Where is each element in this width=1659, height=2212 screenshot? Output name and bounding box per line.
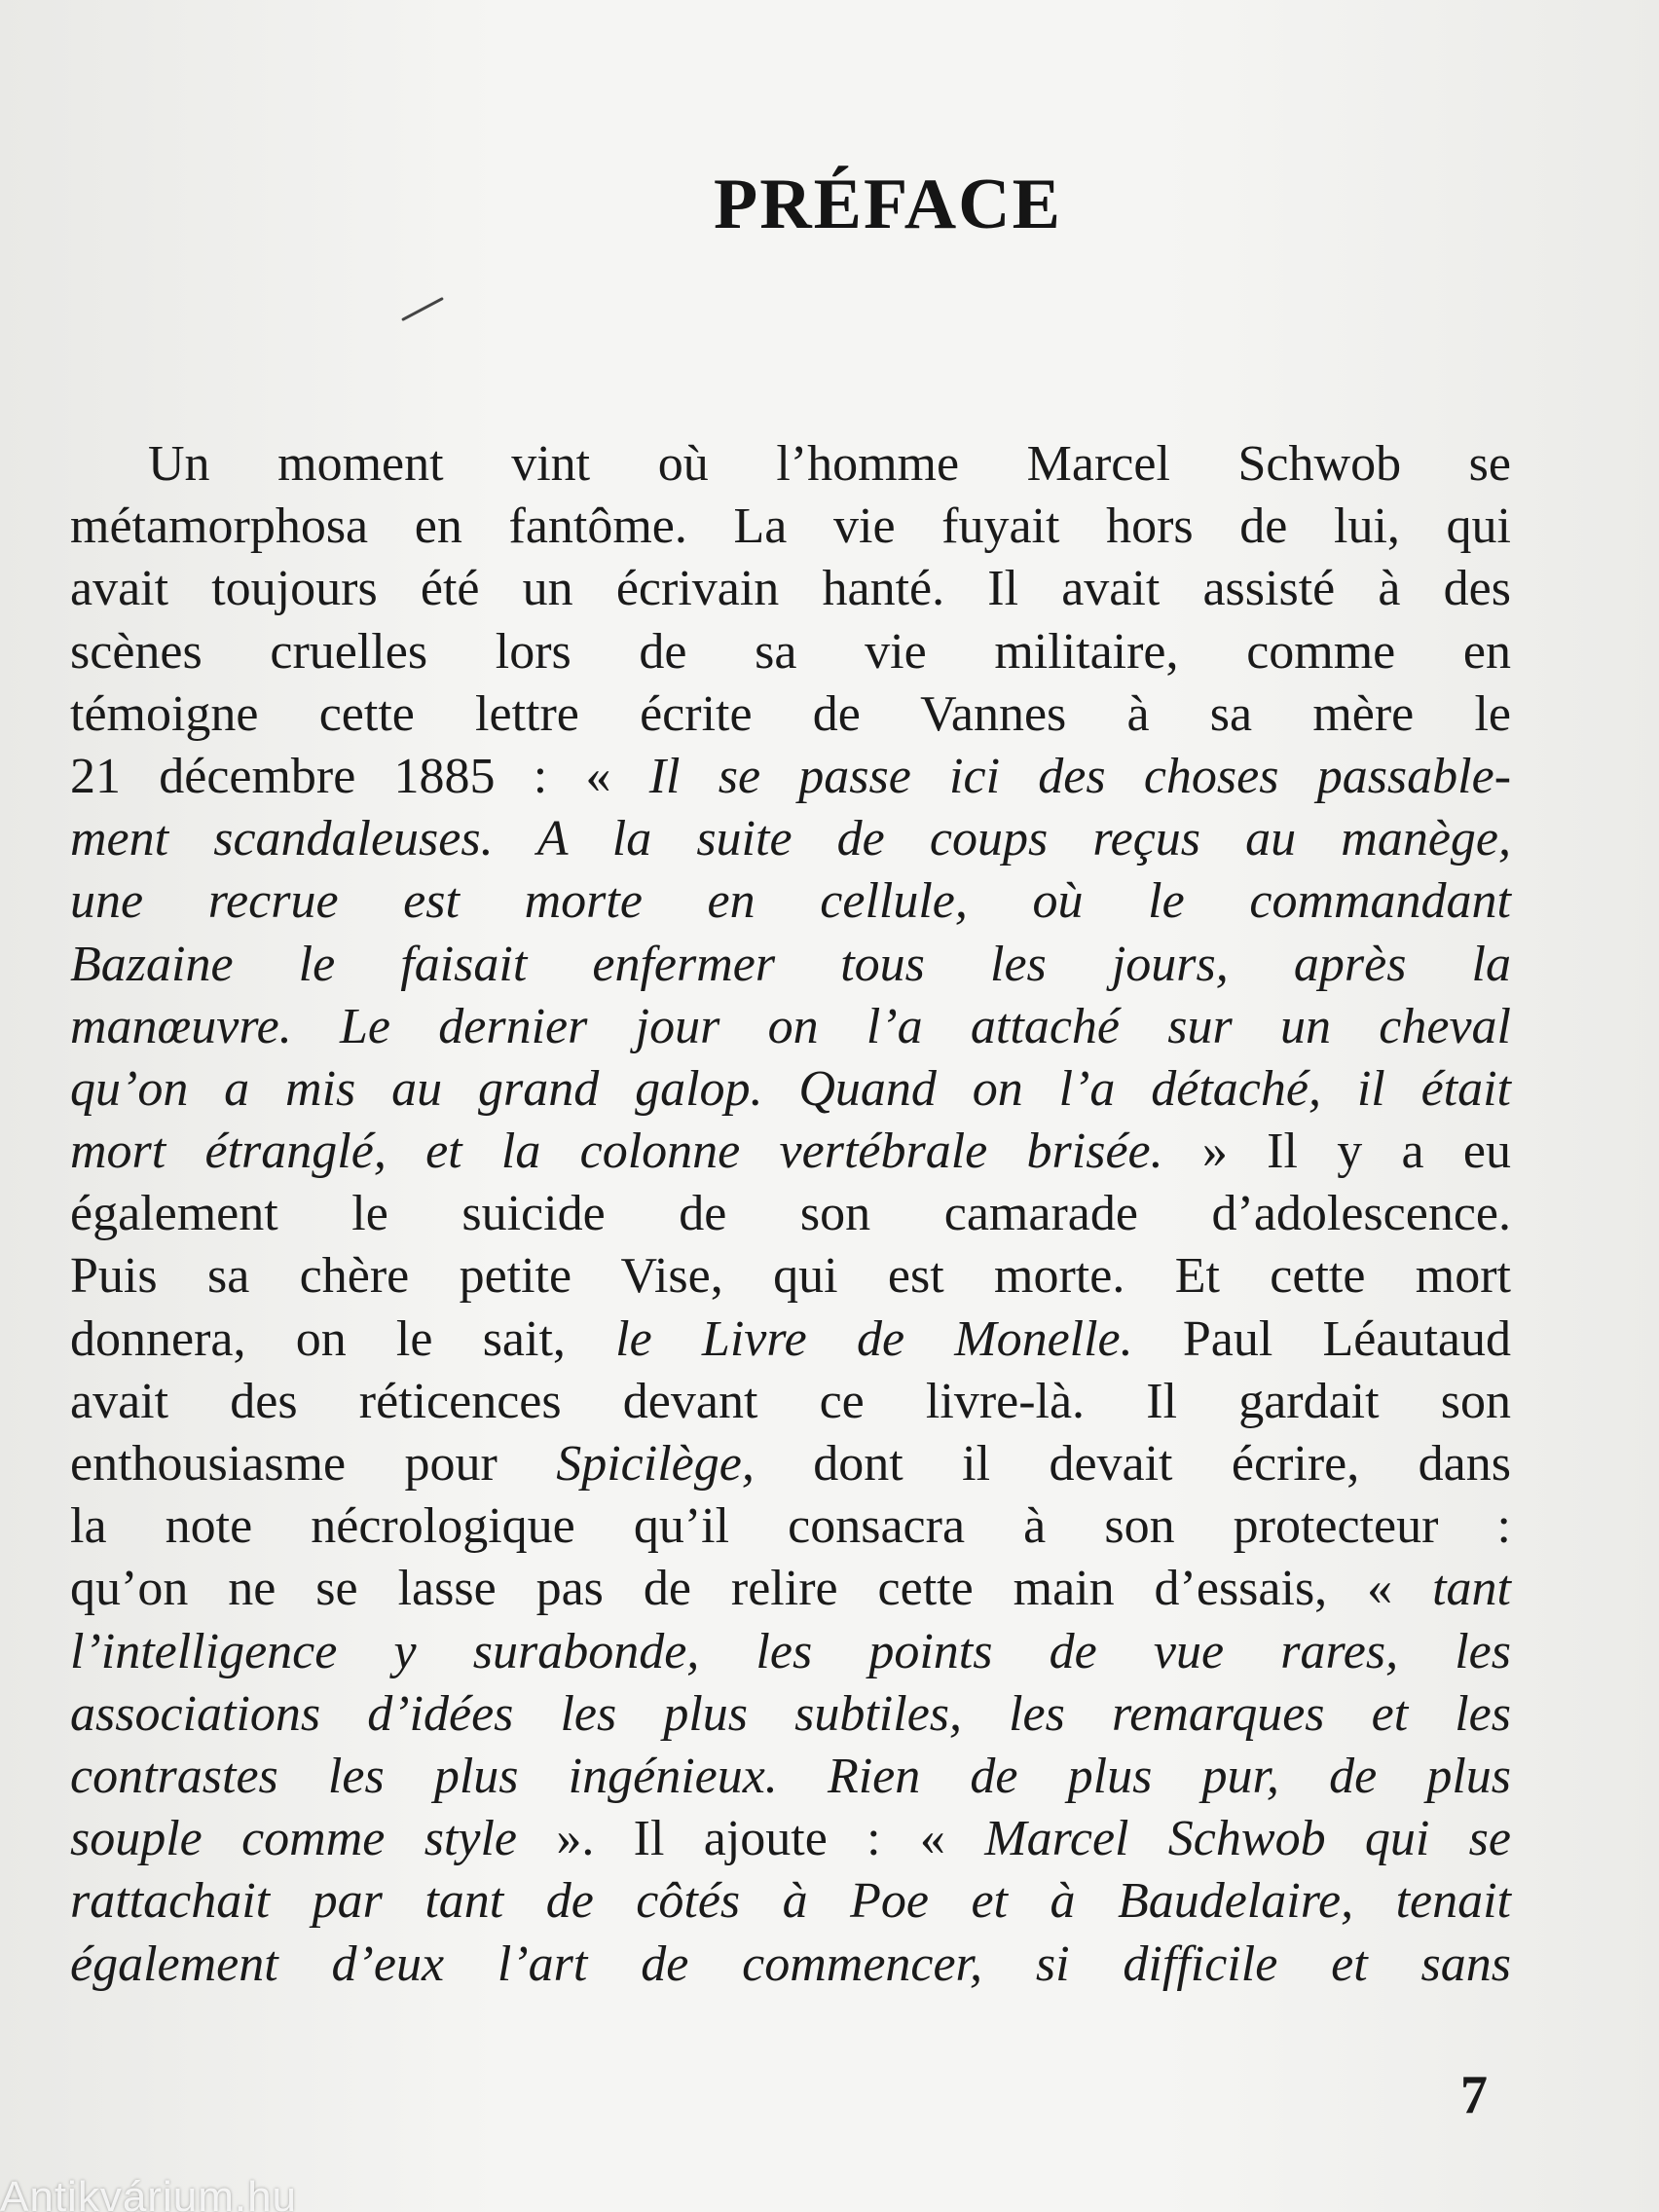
text-line [70, 1433, 1511, 1495]
roman-text: dont il devait écrire, dans [754, 1436, 1511, 1492]
text-line [70, 934, 1511, 996]
italic-text: Marcel Schwob qui se [984, 1811, 1512, 1867]
italic-text: Bazaine le faisait enfermer tous les jours, après la [70, 936, 1511, 992]
italic-text: mort étranglé, et la colonne vertébrale brisée. [70, 1124, 1163, 1180]
roman-text: témoigne cette lettre écrite de Vannes à sa mère le [70, 685, 1511, 742]
italic-text: l’intelligence y surabonde, les points de vue rares, les [70, 1623, 1511, 1679]
roman-text: scènes cruelles lors de sa vie militaire, comme en [70, 623, 1511, 680]
roman-text: Paul Léautaud [1132, 1310, 1511, 1367]
text-line [70, 1371, 1511, 1433]
roman-text: Un moment vint où l’homme Marcel Schwob se [148, 436, 1511, 492]
text-line [70, 746, 1511, 808]
text-line [70, 996, 1511, 1058]
roman-text: Puis sa chère petite Vise, qui est morte. Et cette mort [70, 1248, 1511, 1305]
italic-text: Il se passe ici des choses passable- [648, 748, 1512, 804]
text-line [70, 1683, 1511, 1746]
text-line [70, 1309, 1511, 1371]
italic-text: qu’on a mis au grand galop. Quand on l’a détaché, il était [70, 1060, 1511, 1117]
italic-text: rattachait par tant de côtés à Poe et à Baudelaire, tenait [70, 1873, 1511, 1930]
text-line [70, 1121, 1511, 1183]
watermark: Antikvárium.hu [0, 2173, 298, 2212]
roman-text: donnera, on le sait, [70, 1310, 616, 1367]
roman-text: qu’on ne se lasse pas de relire cette main d’essais, « [70, 1561, 1433, 1617]
text-line [70, 1746, 1511, 1808]
text-line [70, 1558, 1511, 1620]
italic-text: une recrue est morte en cellule, où le commandant [70, 873, 1511, 930]
roman-text: avait toujours été un écrivain hanté. Il avait assisté à des [70, 561, 1511, 617]
stray-pen-mark [401, 297, 444, 321]
text-line [70, 1495, 1511, 1558]
text-line [70, 433, 1511, 496]
text-line [70, 870, 1511, 933]
italic-text: associations d’idées les plus subtiles, les remarques et les [70, 1685, 1511, 1742]
italic-text: contrastes les plus ingénieux. Rien de plus pur, de plus [70, 1748, 1511, 1804]
roman-text: métamorphosa en fantôme. La vie fuyait hors de lui, qui [70, 498, 1511, 555]
text-line [70, 1183, 1511, 1245]
text-line [70, 1058, 1511, 1121]
text-line [70, 1870, 1511, 1933]
text-line [70, 808, 1511, 870]
text-line [70, 496, 1511, 558]
preface-body [70, 433, 1511, 1996]
roman-text: la note nécrologique qu’il consacra à son protecteur : [70, 1498, 1511, 1555]
page-title: PRÉFACE [714, 164, 1062, 244]
text-line [70, 621, 1511, 683]
text-line [70, 683, 1511, 746]
roman-text: ». Il ajoute : « [516, 1811, 985, 1867]
italic-text: Spicilège, [556, 1436, 755, 1492]
text-line [70, 1621, 1511, 1683]
roman-text: 21 décembre 1885 : « [70, 748, 649, 804]
roman-text: avait des réticences devant ce livre-là. Il gardait son [70, 1373, 1511, 1429]
text-line [70, 1808, 1511, 1870]
page-number: 7 [1460, 2065, 1488, 2125]
italic-text: ment scandaleuses. A la suite de coups reçus au manège, [70, 811, 1511, 867]
roman-text: » Il y a eu [1162, 1124, 1511, 1180]
italic-text: également d’eux l’art de commencer, si difficile et sans [70, 1936, 1511, 1992]
roman-text: également le suicide de son camarade d’adolescence. [70, 1186, 1511, 1242]
italic-text: le Livre de Monelle. [615, 1310, 1133, 1367]
text-line [70, 1934, 1511, 1996]
italic-text: souple comme style [70, 1811, 517, 1867]
italic-text: manœuvre. Le dernier jour on l’a attaché sur un cheval [70, 998, 1511, 1054]
roman-text: enthousiasme pour [70, 1436, 557, 1492]
text-line [70, 558, 1511, 620]
text-line [70, 1245, 1511, 1308]
italic-text: tant [1432, 1561, 1511, 1617]
